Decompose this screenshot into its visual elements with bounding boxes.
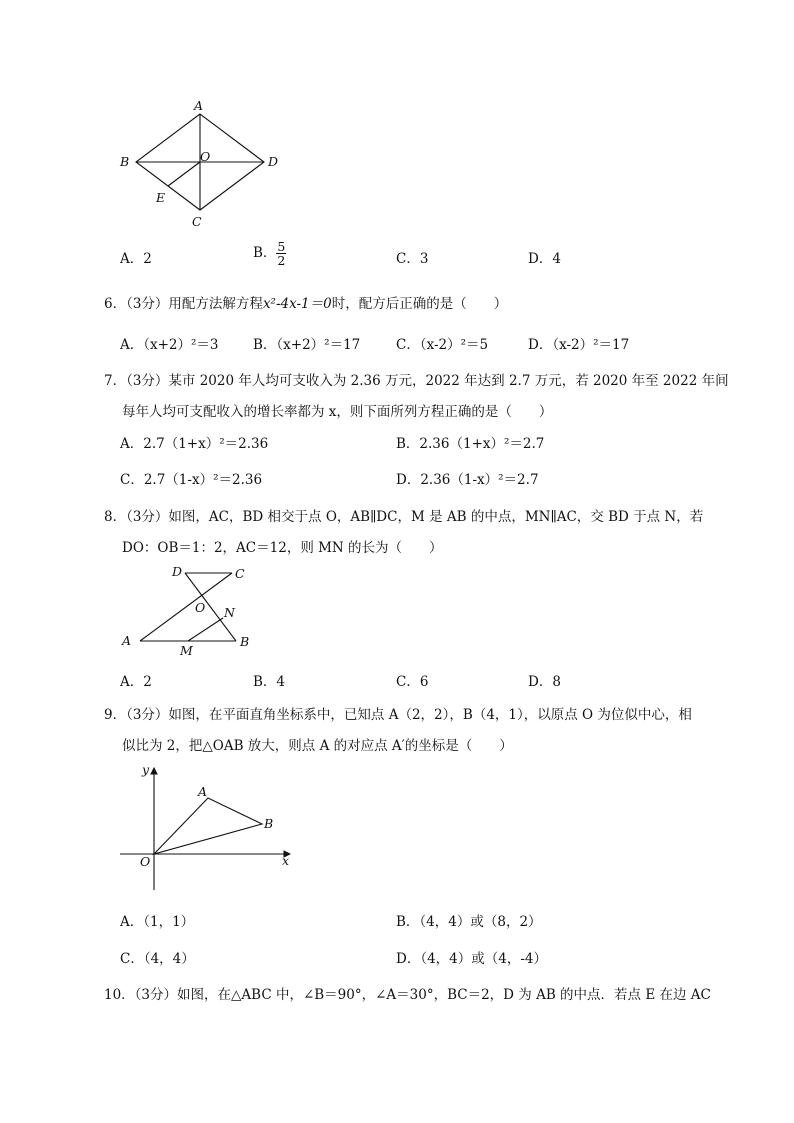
segment-oe	[168, 162, 200, 186]
q5-option-b[interactable]	[253, 240, 286, 267]
label-d: D	[172, 564, 183, 579]
q8-option-d[interactable]: D．8	[528, 674, 561, 690]
q8-stem-line2: DO：OB＝1：2，AC＝12，则 MN 的长为（ ）	[122, 540, 443, 556]
label-e: E	[156, 190, 166, 205]
q9-option-b[interactable]: B．（4，4）或（8，2）	[396, 914, 542, 930]
q6-option-b[interactable]: B．（x+2）²＝17	[253, 337, 361, 353]
label-n: N	[224, 605, 235, 620]
q6-option-a[interactable]: A．（x+2）²＝3	[120, 337, 219, 353]
q5-option-d[interactable]: D．4	[528, 251, 561, 267]
label-b: B	[120, 154, 130, 169]
q8-option-a[interactable]: A．2	[120, 674, 152, 690]
q10-stem-line1: 10．（3分）如图，在△ABC 中，∠B＝90°，∠A＝30°，BC＝2，D 为 AB 的中点．若点 E 在边 AC	[104, 987, 711, 1003]
q8-option-b[interactable]: B．4	[253, 674, 286, 690]
q9-option-a[interactable]: A．（1，1）	[120, 914, 195, 930]
fraction-numerator: 5	[277, 239, 286, 254]
fraction-denominator: 2	[277, 253, 286, 268]
q9-coordinate-figure	[112, 760, 302, 895]
q6-option-c[interactable]: C．（x-2）²＝5	[396, 337, 489, 353]
label-o: O	[200, 149, 211, 164]
label-a: A	[198, 784, 208, 799]
q5-option-b-fraction	[276, 240, 286, 267]
segment-ac	[140, 573, 232, 641]
label-a: A	[194, 98, 204, 113]
label-d: D	[268, 154, 279, 169]
q5-rhombus-figure	[112, 92, 292, 234]
label-b: B	[240, 634, 250, 649]
q5-option-b-prefix: B．	[253, 245, 277, 261]
q5-option-a[interactable]: A．2	[120, 251, 152, 267]
q7-stem-line1: 7．（3分）某市 2020 年人均可支收入为 2.36 万元，2022 年达到 2.7 万元，若 2020 年至 2022 年间	[104, 373, 729, 389]
label-y: y	[142, 762, 150, 777]
q8-stem-line1: 8．（3分）如图，AC，BD 相交于点 O，AB∥DC，M 是 AB 的中点，MN∥AC，交 BD 于点 N，若	[104, 509, 704, 525]
label-m: M	[180, 643, 193, 658]
q7-option-a[interactable]: A．2.7（1+x）²＝2.36	[120, 436, 269, 452]
q6-option-d[interactable]: D．（x-2）²＝17	[528, 337, 630, 353]
q5-option-c[interactable]: C．3	[396, 251, 429, 267]
q9-stem-line1: 9．（3分）如图，在平面直角坐标系中，已知点 A（2，2），B（4，1），以原点 O 为位似中心，相	[104, 707, 692, 723]
label-o: O	[195, 600, 206, 615]
q6-stem-prefix: 6．（3分）用配方法解方程	[104, 296, 263, 312]
q6-equation: x²-4x-1＝0	[262, 296, 332, 312]
segment-mn	[188, 618, 223, 641]
q7-option-d[interactable]: D．2.36（1-x）²＝2.7	[396, 472, 539, 488]
q9-option-d[interactable]: D．（4，4）或（4，-4）	[396, 951, 547, 967]
q6-stem-suffix: 时，配方后正确的是（ ）	[331, 296, 508, 312]
q7-stem-line2: 每年人均可支配收入的增长率都为 x，则下面所列方程正确的是（ ）	[122, 404, 553, 420]
triangle-oab	[154, 798, 262, 854]
label-o: O	[140, 854, 151, 869]
label-c: C	[192, 214, 202, 229]
q8-figure	[112, 560, 272, 660]
label-c: C	[235, 566, 245, 581]
q8-option-c[interactable]: C．6	[396, 674, 429, 690]
q6-stem	[104, 292, 507, 312]
q9-option-c[interactable]: C．（4，4）	[120, 951, 195, 967]
q7-option-c[interactable]: C．2.7（1-x）²＝2.36	[120, 472, 263, 488]
q9-stem-line2: 似比为 2，把△OAB 放大，则点 A 的对应点 A′的坐标是（ ）	[122, 738, 513, 754]
label-a: A	[122, 633, 132, 648]
q7-option-b[interactable]: B．2.36（1+x）²＝2.7	[396, 436, 545, 452]
label-b: B	[264, 816, 274, 831]
label-x: x	[282, 853, 290, 868]
